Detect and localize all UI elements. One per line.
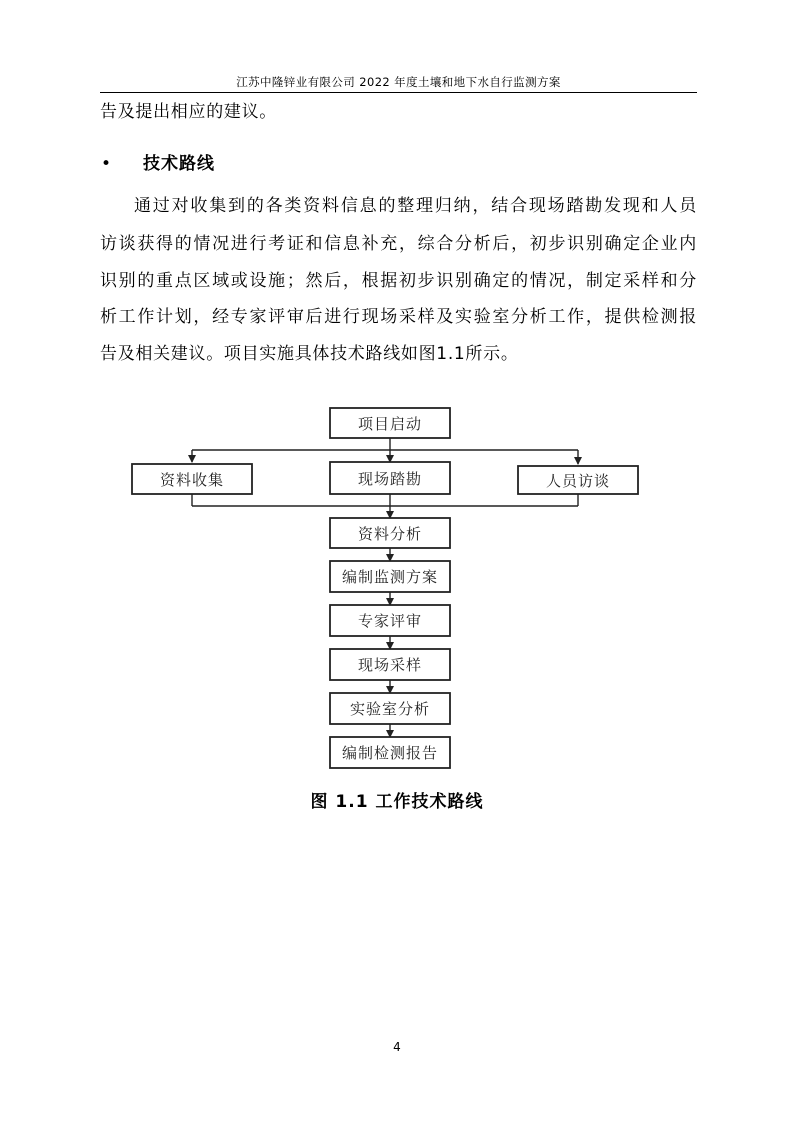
running-header: 江苏中隆锌业有限公司 2022 年度土壤和地下水自行监测方案 — [100, 74, 697, 93]
svg-text:现场采样: 现场采样 — [357, 656, 423, 674]
svg-text:项目启动: 项目启动 — [357, 415, 423, 433]
bullet-icon: • — [101, 154, 112, 174]
paragraph-line: 通过对收集到的各类资料信息的整理归纳，结合现场踏勘发现和人员 — [134, 196, 697, 216]
svg-text:实验室分析: 实验室分析 — [349, 700, 431, 718]
svg-text:专家评审: 专家评审 — [357, 612, 423, 630]
flow-node-site-sampling — [330, 649, 450, 680]
section-heading: 技术路线 — [143, 154, 215, 174]
paragraph-line: 识别的重点区域或设施；然后，根据初步识别确定的情况，制定采样和分 — [100, 271, 697, 291]
svg-text:编制检测报告: 编制检测报告 — [341, 744, 439, 762]
carryover-text: 告及提出相应的建议。 — [100, 102, 277, 122]
flow-node-data-collection — [132, 464, 252, 494]
flow-node-expert-review — [330, 605, 450, 636]
flow-node-monitoring-plan — [330, 561, 450, 592]
flow-node-interview — [518, 466, 638, 494]
paragraph-line: 析工作计划，经专家评审后进行现场采样及实验室分析工作，提供检测报 — [100, 307, 697, 327]
svg-text:人员访谈: 人员访谈 — [545, 472, 611, 490]
svg-text:资料收集: 资料收集 — [159, 471, 225, 489]
svg-text:编制监测方案: 编制监测方案 — [341, 568, 439, 586]
flow-node-site-survey — [330, 462, 450, 494]
flow-node-test-report — [330, 737, 450, 768]
figure-caption: 图 1.1 工作技术路线 — [310, 792, 484, 812]
svg-text:资料分析: 资料分析 — [357, 525, 423, 543]
paragraph-line: 访谈获得的情况进行考证和信息补充，综合分析后，初步识别确定企业内 — [100, 234, 697, 254]
paragraph-line: 告及相关建议。项目实施具体技术路线如图1.1所示。 — [100, 344, 519, 364]
page-number: 4 — [393, 1040, 401, 1054]
svg-text:现场踏勘: 现场踏勘 — [357, 470, 423, 488]
flow-node-data-analysis — [330, 518, 450, 548]
flow-node-lab-analysis — [330, 693, 450, 724]
flow-node-start — [330, 408, 450, 438]
